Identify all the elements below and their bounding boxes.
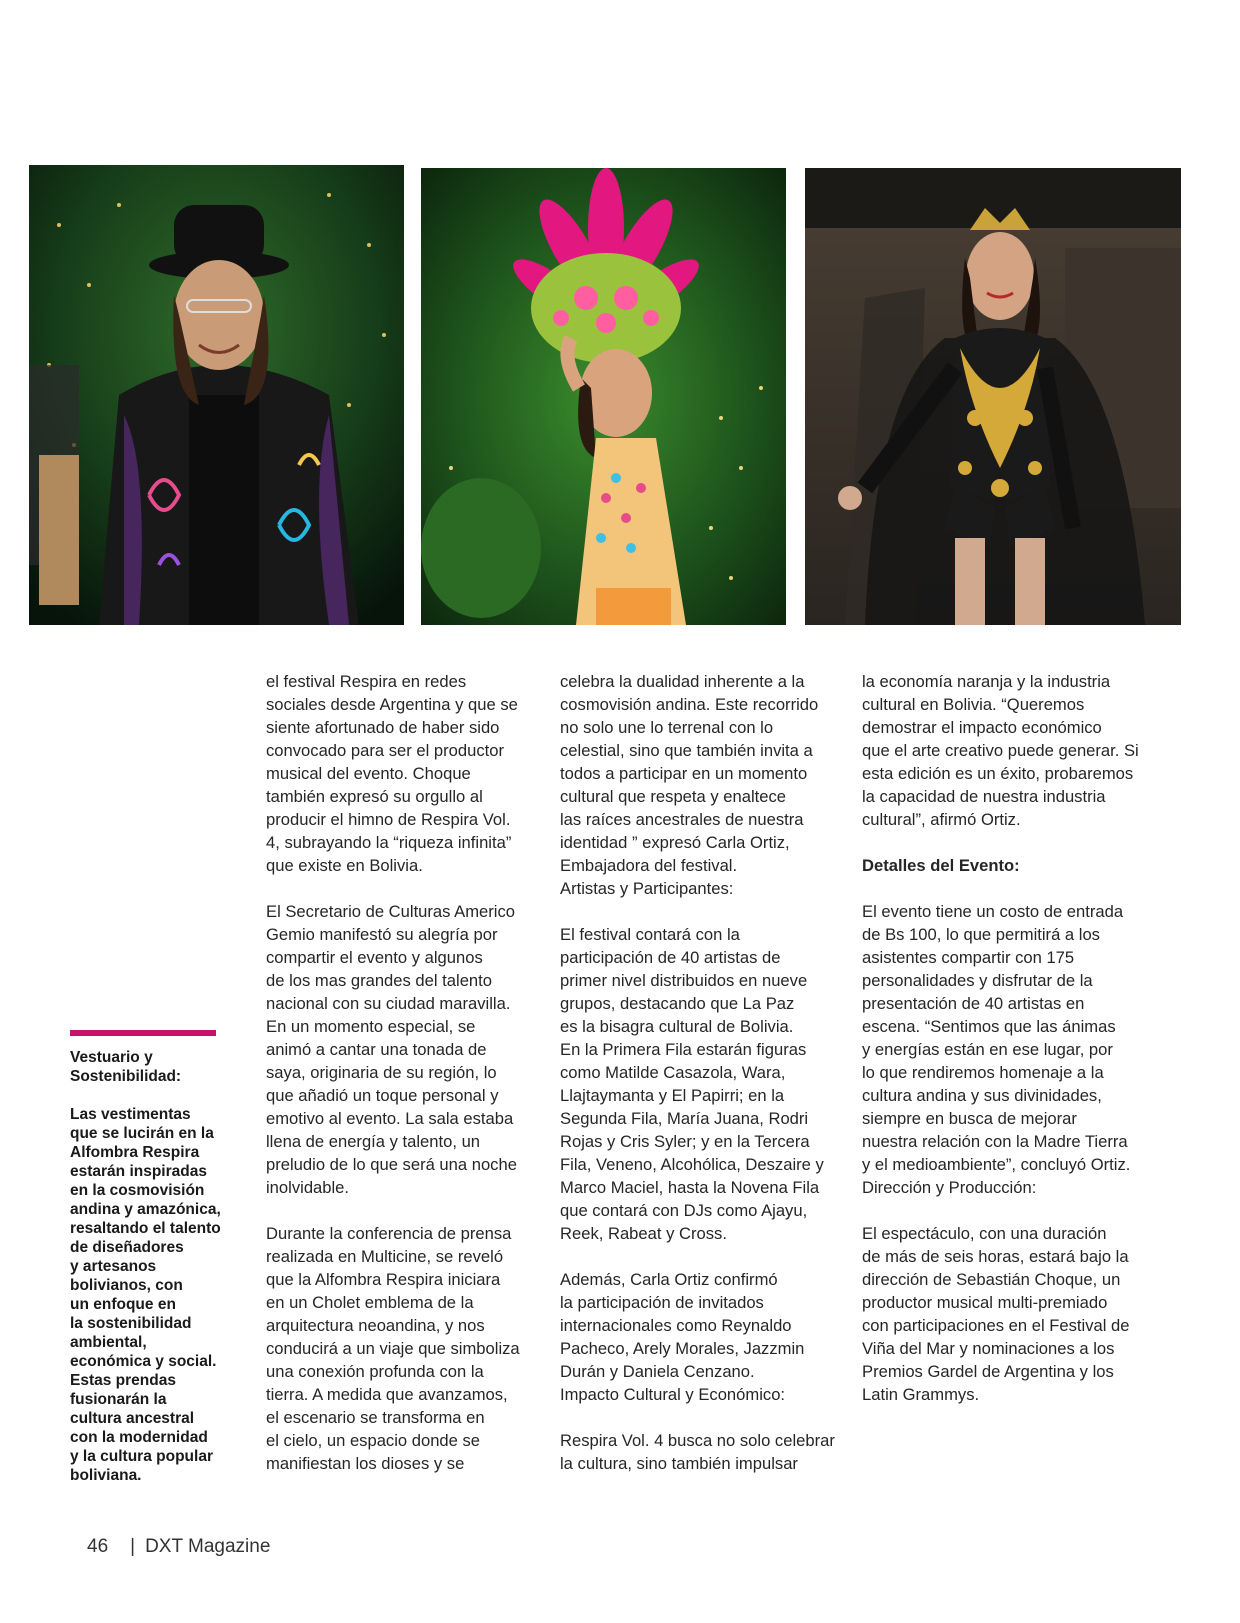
article-line: Latin Grammys. bbox=[862, 1385, 980, 1404]
sidebar-body-line: un enfoque en bbox=[70, 1296, 176, 1313]
article-line: celebra la dualidad inherente a la bbox=[560, 672, 805, 691]
article-line: la economía naranja y la industria bbox=[862, 672, 1111, 691]
sidebar-heading-line: Vestuario y bbox=[70, 1049, 153, 1066]
article-line: de Bs 100, lo que permitirá a los bbox=[862, 925, 1100, 944]
article-line: demostrar el impacto económico bbox=[862, 718, 1102, 737]
sidebar-body-line: estarán inspiradas bbox=[70, 1163, 207, 1180]
article-line: internacionales como Reynaldo bbox=[560, 1316, 792, 1335]
article-line: Llajtaymanta y El Papirri; en la bbox=[560, 1086, 785, 1105]
article-line: identidad ” expresó Carla Ortiz, bbox=[560, 833, 790, 852]
article-line: producir el himno de Respira Vol. bbox=[266, 810, 511, 829]
article-line: que existe en Bolivia. bbox=[266, 856, 423, 875]
article-line: nacional con su ciudad maravilla. bbox=[266, 994, 511, 1013]
article-column-1 bbox=[266, 670, 538, 1475]
article-line: todos a participar en un momento bbox=[560, 764, 808, 783]
article-line: El espectáculo, con una duración bbox=[862, 1224, 1107, 1243]
article-line: Artistas y Participantes: bbox=[560, 879, 734, 898]
article-line: compartir el evento y algunos bbox=[266, 948, 483, 967]
article-line: Durante la conferencia de prensa bbox=[266, 1224, 512, 1243]
article-line: Reek, Rabeat y Cross. bbox=[560, 1224, 727, 1243]
sidebar-accent-rule bbox=[70, 1030, 216, 1036]
article-column-2 bbox=[560, 670, 840, 1475]
article-line: llena de energía y talento, un bbox=[266, 1132, 481, 1151]
sidebar-body-line: la sostenibilidad bbox=[70, 1315, 192, 1332]
article-line: cultural”, afirmó Ortiz. bbox=[862, 810, 1021, 829]
article-line: animó a cantar una tonada de bbox=[266, 1040, 487, 1059]
article-line: musical del evento. Choque bbox=[266, 764, 471, 783]
article-line: convocado para ser el productor bbox=[266, 741, 504, 760]
article-line: de más de seis horas, estará bajo la bbox=[862, 1247, 1129, 1266]
article-line: cultural en Bolivia. “Queremos bbox=[862, 695, 1085, 714]
article-line: no solo une lo terrenal con lo bbox=[560, 718, 774, 737]
article-line: Respira Vol. 4 busca no solo celebrar bbox=[560, 1431, 835, 1450]
article-line: Además, Carla Ortiz confirmó bbox=[560, 1270, 778, 1289]
article-line: saya, originaria de su región, lo bbox=[266, 1063, 497, 1082]
article-line: Fila, Veneno, Alcohólica, Deszaire y bbox=[560, 1155, 824, 1174]
article-line: de los mas grandes del talento bbox=[266, 971, 493, 990]
sidebar-body bbox=[70, 1105, 245, 1485]
article-line: también expresó su orgullo al bbox=[266, 787, 483, 806]
article-line: las raíces ancestrales de nuestra bbox=[560, 810, 804, 829]
sidebar-body-line: Alfombra Respira bbox=[70, 1144, 200, 1161]
article-line: En la Primera Fila estarán figuras bbox=[560, 1040, 807, 1059]
article-line: manifiestan los dioses y se bbox=[266, 1454, 465, 1473]
article-line: que el arte creativo puede generar. Si bbox=[862, 741, 1139, 760]
article-line: inolvidable. bbox=[266, 1178, 350, 1197]
article-line: el festival Respira en redes bbox=[266, 672, 467, 691]
sidebar-body-line: en la cosmovisión bbox=[70, 1182, 205, 1199]
section-heading: Detalles del Evento: bbox=[862, 856, 1020, 875]
article-line: conducirá a un viaje que simboliza bbox=[266, 1339, 520, 1358]
sidebar-body-line: cultura ancestral bbox=[70, 1410, 195, 1427]
article-line: esta edición es un éxito, probaremos bbox=[862, 764, 1134, 783]
article-line: el escenario se transforma en bbox=[266, 1408, 485, 1427]
article-line: Pacheco, Arely Morales, Jazzmin bbox=[560, 1339, 805, 1358]
page-footer bbox=[87, 1536, 270, 1558]
article-line: la participación de invitados bbox=[560, 1293, 764, 1312]
article-line: que contará con DJs como Ajayu, bbox=[560, 1201, 808, 1220]
photo-man-hat bbox=[29, 165, 404, 625]
sidebar-body-line: resaltando el talento bbox=[70, 1220, 221, 1237]
article-line: dirección de Sebastián Choque, un bbox=[862, 1270, 1121, 1289]
article-line: emotivo al evento. La sala estaba bbox=[266, 1109, 514, 1128]
article-line: como Matilde Casazola, Wara, bbox=[560, 1063, 786, 1082]
article-line: Rojas y Cris Syler; y en la Tercera bbox=[560, 1132, 810, 1151]
article-line: El festival contará con la bbox=[560, 925, 740, 944]
article-line: que añadió un toque personal y bbox=[266, 1086, 499, 1105]
article-line: preludio de lo que será una noche bbox=[266, 1155, 517, 1174]
sidebar-body-line: fusionarán la bbox=[70, 1391, 167, 1408]
article-line: cultural que respeta y enaltece bbox=[560, 787, 787, 806]
article-line: participación de 40 artistas de bbox=[560, 948, 781, 967]
article-line: lo que rendiremos homenaje a la bbox=[862, 1063, 1104, 1082]
article-line: tierra. A medida que avanzamos, bbox=[266, 1385, 508, 1404]
article-line: con participaciones en el Festival de bbox=[862, 1316, 1130, 1335]
article-line: nuestra relación con la Madre Tierra bbox=[862, 1132, 1128, 1151]
article-line: arquitectura neoandina, y nos bbox=[266, 1316, 485, 1335]
article-line: presentación de 40 artistas en bbox=[862, 994, 1085, 1013]
article-line: Dirección y Producción: bbox=[862, 1178, 1037, 1197]
article-line: una conexión profunda con la bbox=[266, 1362, 484, 1381]
article-line: siente afortunado de haber sido bbox=[266, 718, 500, 737]
article-line: Viña del Mar y nominaciones a los bbox=[862, 1339, 1115, 1358]
article-line: Gemio manifestó su alegría por bbox=[266, 925, 498, 944]
article-line: en un Cholet emblema de la bbox=[266, 1293, 474, 1312]
article-line: la capacidad de nuestra industria bbox=[862, 787, 1106, 806]
sidebar-body-line: de diseñadores bbox=[70, 1239, 184, 1256]
article-line: que la Alfombra Respira iniciara bbox=[266, 1270, 501, 1289]
article-line: Embajadora del festival. bbox=[560, 856, 738, 875]
article-line: el cielo, un espacio donde se bbox=[266, 1431, 481, 1450]
photo-woman-crown bbox=[805, 168, 1181, 625]
article-column-3 bbox=[862, 670, 1152, 1406]
sidebar-heading-line: Sostenibilidad: bbox=[70, 1068, 182, 1085]
sidebar-body-line: ambiental, bbox=[70, 1334, 147, 1351]
magazine-name: DXT Magazine bbox=[145, 1536, 271, 1557]
article-line: primer nivel distribuidos en nueve bbox=[560, 971, 808, 990]
article-line: productor musical multi-premiado bbox=[862, 1293, 1108, 1312]
sidebar-body-line: que se lucirán en la bbox=[70, 1125, 214, 1142]
article-line: y energías están en ese lugar, por bbox=[862, 1040, 1113, 1059]
article-line: siempre en busca de mejorar bbox=[862, 1109, 1077, 1128]
sidebar-body-line: andina y amazónica, bbox=[70, 1201, 221, 1218]
footer-separator: | bbox=[130, 1536, 136, 1557]
article-line: Marco Maciel, hasta la Novena Fila bbox=[560, 1178, 820, 1197]
article-line: 4, subrayando la “riqueza infinita” bbox=[266, 833, 512, 852]
article-line: asistentes compartir con 175 bbox=[862, 948, 1075, 967]
article-line: cosmovisión andina. Este recorrido bbox=[560, 695, 819, 714]
article-line: grupos, destacando que La Paz bbox=[560, 994, 795, 1013]
article-line: Durán y Daniela Cenzano. bbox=[560, 1362, 755, 1381]
sidebar-body-line: y la cultura popular bbox=[70, 1448, 213, 1465]
article-line: En un momento especial, se bbox=[266, 1017, 476, 1036]
sidebar-body-line: boliviana. bbox=[70, 1467, 142, 1484]
article-line: Segunda Fila, María Juana, Rodri bbox=[560, 1109, 809, 1128]
sidebar-box bbox=[70, 1030, 245, 1485]
article-line: realizada en Multicine, se reveló bbox=[266, 1247, 504, 1266]
sidebar-body-line: económica y social. bbox=[70, 1353, 217, 1370]
article-line: sociales desde Argentina y que se bbox=[266, 695, 518, 714]
article-line: la cultura, sino también impulsar bbox=[560, 1454, 798, 1473]
article-line: escena. “Sentimos que las ánimas bbox=[862, 1017, 1116, 1036]
article-line: El evento tiene un costo de entrada bbox=[862, 902, 1124, 921]
article-line: y el medioambiente”, concluyó Ortiz. bbox=[862, 1155, 1131, 1174]
sidebar-body-line: y artesanos bbox=[70, 1258, 157, 1275]
article-line: cultura andina y sus divinidades, bbox=[862, 1086, 1102, 1105]
article-line: El Secretario de Culturas Americo bbox=[266, 902, 516, 921]
article-line: personalidades y disfrutar de la bbox=[862, 971, 1093, 990]
sidebar-body-line: Las vestimentas bbox=[70, 1106, 191, 1123]
page-number: 46 bbox=[87, 1536, 109, 1557]
sidebar-body-line: con la modernidad bbox=[70, 1429, 208, 1446]
sidebar-body-line: bolivianos, con bbox=[70, 1277, 183, 1294]
article-line: Premios Gardel de Argentina y los bbox=[862, 1362, 1114, 1381]
article-line: celestial, sino que también invita a bbox=[560, 741, 813, 760]
article-line: es la bisagra cultural de Bolivia. bbox=[560, 1017, 794, 1036]
article-line: Impacto Cultural y Económico: bbox=[560, 1385, 786, 1404]
sidebar-body-line: Estas prendas bbox=[70, 1372, 176, 1389]
photo-woman-headdress bbox=[421, 168, 786, 625]
